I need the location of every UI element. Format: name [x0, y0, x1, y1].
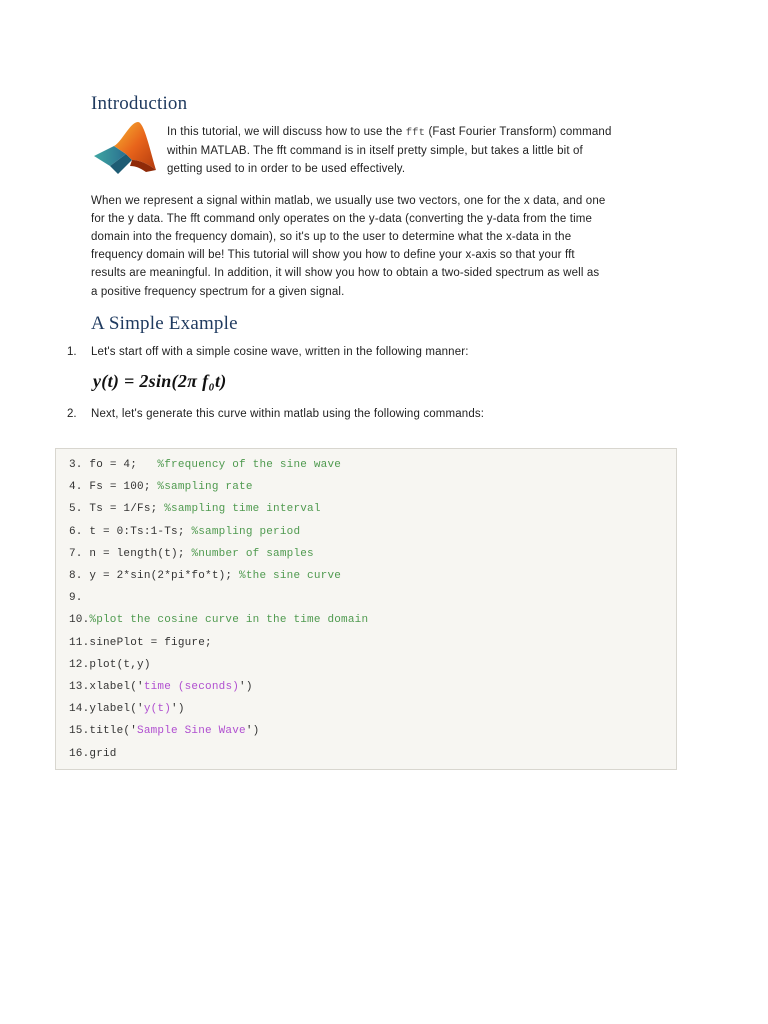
intro-paragraph-1	[167, 123, 612, 143]
code-comment: %sampling rate	[157, 481, 253, 494]
code-line-number: 9.	[69, 592, 83, 605]
intro-p1-line2: within MATLAB. The fft command is in itself pretty simple, but takes a little bit of	[167, 145, 583, 157]
code-text: xlabel('	[89, 681, 144, 693]
code-line-number: 14.	[69, 703, 90, 716]
code-string: time (seconds)	[143, 681, 240, 693]
intro-p1-text: In this tutorial, we will discuss how to use the	[167, 126, 406, 138]
intro-p1-text-after: (Fast Fourier Transform) command	[425, 126, 612, 138]
code-line	[69, 703, 185, 715]
code-text: title('	[89, 725, 138, 738]
intro-p2-line: results are meaningful. In addition, it will show you how to obtain a two-sided spectrum as well as	[91, 267, 600, 279]
example-heading: A Simple Example	[91, 313, 238, 334]
sine-equation: y(t) = 2sin(2π f₀t)	[93, 371, 227, 391]
intro-heading: Introduction	[91, 93, 188, 114]
code-line	[69, 548, 314, 560]
code-line-number: 3.	[69, 459, 83, 471]
list-item-number: 1.	[67, 346, 77, 358]
code-comment: %the sine curve	[239, 570, 342, 582]
code-text: grid	[89, 747, 117, 760]
code-line-number: 8.	[69, 570, 83, 582]
code-comment: %plot the cosine curve in the time domain	[89, 614, 369, 627]
intro-p1-line3: getting used to in order to be used effectively.	[167, 163, 406, 175]
code-line	[69, 526, 300, 538]
code-text-tail: ')	[171, 703, 185, 716]
matlab-logo-icon	[92, 120, 158, 178]
code-text: fo = 4;	[82, 459, 158, 471]
code-comment: %sampling time interval	[164, 503, 321, 516]
code-text: n = length(t);	[82, 547, 192, 560]
code-text: y = 2*sin(2*pi*fo*t);	[82, 570, 240, 582]
code-line-number: 10.	[69, 614, 90, 627]
code-line	[69, 459, 341, 471]
code-line	[69, 614, 368, 626]
code-text: Fs = 100;	[82, 481, 158, 494]
code-line	[69, 592, 83, 604]
code-line-number: 6.	[69, 525, 83, 538]
intro-p2-line: When we represent a signal within matlab, we usually use two vectors, one for the x data, and one	[91, 195, 606, 207]
list-item-text: Next, let's generate this curve within matlab using the following commands:	[91, 408, 485, 420]
list-item-number: 2.	[67, 408, 77, 420]
code-comment: %frequency of the sine wave	[157, 459, 342, 471]
code-line-number: 15.	[69, 725, 90, 738]
code-comment: %number of samples	[191, 547, 314, 560]
code-line-number: 12.	[69, 658, 90, 671]
intro-p2-line: domain into the frequency domain), so it's up to the user to determine what the x-data in the	[91, 231, 572, 243]
code-text: sinePlot = figure;	[89, 636, 212, 649]
code-line	[69, 681, 253, 693]
code-line	[69, 748, 117, 760]
code-string: y(t)	[143, 703, 172, 716]
code-line-number: 4.	[69, 481, 83, 494]
intro-p2-line: for the y data. The fft command only operates on the y-data (converting the y-data from the time	[91, 213, 593, 225]
code-text-tail: ')	[239, 681, 253, 693]
code-line	[69, 659, 151, 671]
code-line	[69, 570, 341, 582]
intro-p2-line: frequency domain will be! This tutorial will show you how to define your x-axis so that your fft	[91, 249, 575, 261]
fft-inline-code: fft	[405, 127, 426, 139]
intro-p2-line: a positive frequency spectrum for a given signal.	[91, 286, 345, 298]
code-line	[69, 725, 259, 737]
code-line-number: 11.	[69, 636, 90, 649]
code-string: Sample Sine Wave	[137, 725, 246, 738]
code-comment: %sampling period	[191, 525, 301, 538]
code-line	[69, 481, 253, 493]
code-line-number: 5.	[69, 503, 83, 516]
code-text: plot(t,y)	[89, 658, 151, 671]
code-text: Ts = 1/Fs;	[82, 503, 165, 516]
code-line-number: 16.	[69, 747, 90, 760]
code-line	[69, 503, 321, 515]
code-block[interactable]	[55, 448, 677, 770]
code-text-tail: ')	[245, 725, 260, 738]
code-text: t = 0:Ts:1-Ts;	[82, 525, 192, 538]
list-item-text: Let's start off with a simple cosine wave, written in the following manner:	[91, 346, 469, 358]
code-line	[69, 637, 212, 649]
code-text: ylabel('	[89, 703, 144, 716]
code-line-number: 7.	[69, 547, 83, 560]
code-line-number: 13.	[69, 681, 90, 693]
